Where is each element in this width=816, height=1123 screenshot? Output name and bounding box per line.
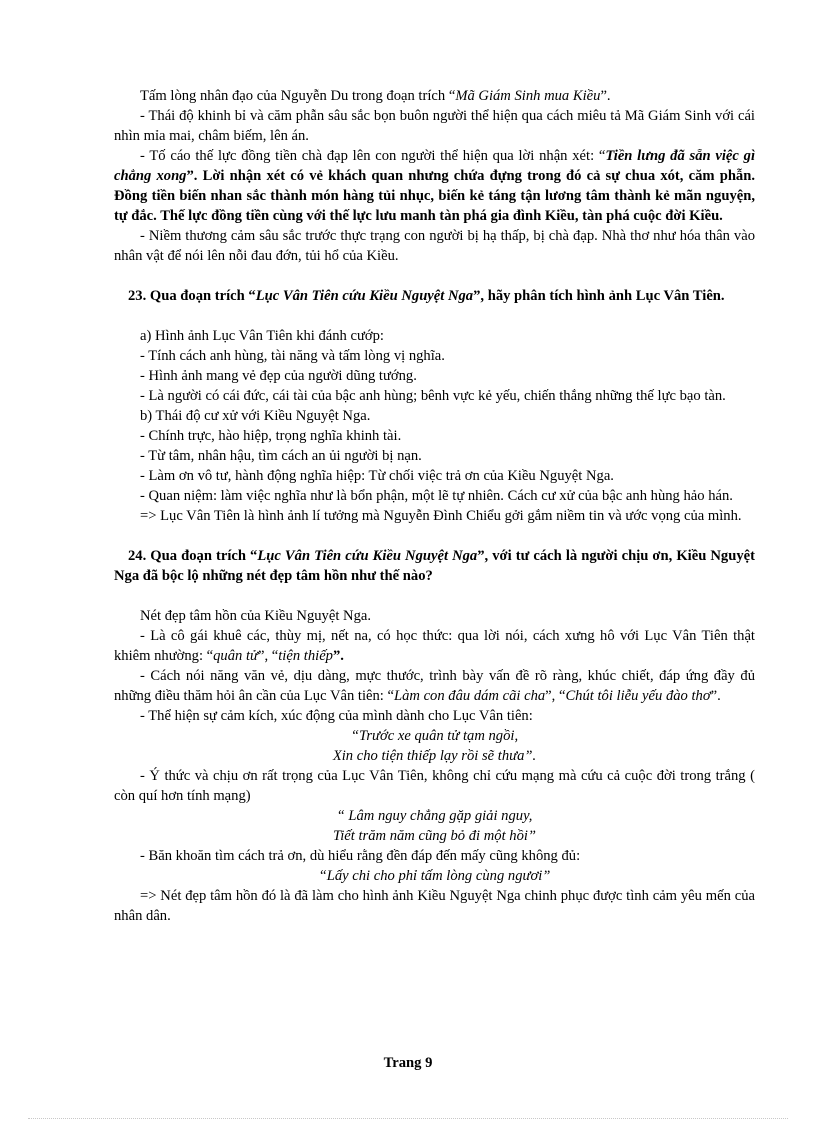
list-item: - Hình ảnh mang vẻ đẹp của người dũng tướng. [140, 368, 417, 384]
list-item: - Tính cách anh hùng, tài năng và tấm lòng vị nghĩa. [140, 348, 445, 364]
page-border-divider [28, 1118, 788, 1119]
paragraph: Nét đẹp tâm hồn của Kiều Nguyệt Nga. [140, 608, 371, 624]
section-lead: Tấm lòng nhân đạo của Nguyễn Du trong đoạn trích “Mã Giám Sinh mua Kiều”. [140, 88, 611, 104]
question-heading-24: 24. Qua đoạn trích “Lục Vân Tiên cứu Kiều Nguyệt Nga”, với tư cách là người chịu ơn, Kiều Nguyệt Nga đã bộc lộ những nét đẹp tâm hồn như thế nào? [114, 548, 755, 584]
paragraph: - Thái độ khinh bỉ và căm phẫn sâu sắc bọn buôn người thể hiện qua cách miêu tả Mã Giám Sinh với cái nhìn mỉa mai, châm biếm, lên án. [114, 108, 755, 144]
list-item: b) Thái độ cư xử với Kiều Nguyệt Nga. [140, 408, 371, 424]
verse-line: “ Lâm nguy chẳng gặp giải nguy, [336, 808, 533, 824]
verse-line: “Lấy chi cho phỉ tấm lòng cùng ngươi” [318, 868, 551, 884]
question-heading-23: 23. Qua đoạn trích “Lục Vân Tiên cứu Kiều Nguyệt Nga”, hãy phân tích hình ảnh Lục Vân Tiên. [128, 288, 725, 304]
list-item: - Quan niệm: làm việc nghĩa như là bổn phận, một lẽ tự nhiên. Cách cư xử của bậc anh hùng hảo hán. [140, 488, 733, 504]
paragraph: - Ý thức và chịu ơn rất trọng của Lục Vân Tiên, không chỉ cứu mạng mà cứu cả cuộc đời trong trắng ( còn quí hơn tính mạng) [114, 768, 755, 804]
paragraph: - Tố cáo thế lực đồng tiền chà đạp lên con người thể hiện qua lời nhận xét: “Tiền lưng đã sẵn việc gì chẳng xong”. Lời nhận xét có vẻ khách quan nhưng chứa đựng trong đó cả sự chua xót, căm phẫn. Đồng tiền biến nhan sắc thành món hàng tủi nhục, biến kẻ táng tận lương tâm thành kẻ mãn nguyện, tự đắc. Thế lực đồng tiền cùng với thế lực lưu manh tàn phá gia đình Kiều, tàn phá cuộc đời Kiều. [114, 148, 756, 224]
list-item: a) Hình ảnh Lục Vân Tiên khi đánh cướp: [140, 328, 384, 344]
verse-line: Xin cho tiện thiếp lạy rồi sẽ thưa”. [332, 748, 537, 764]
verse-line: “Trước xe quân tử tạm ngồi, [350, 728, 519, 744]
list-item: - Từ tâm, nhân hậu, tìm cách an ủi người bị nạn. [140, 448, 422, 464]
conclusion: => Nét đẹp tâm hồn đó là đã làm cho hình ảnh Kiều Nguyệt Nga chinh phục được tình cảm yêu mến của nhân dân. [114, 888, 755, 924]
list-item: - Là người có cái đức, cái tài của bậc anh hùng; bênh vực kẻ yếu, chiến thắng những thế lực bạo tàn. [140, 388, 726, 404]
list-item: => Lục Vân Tiên là hình ảnh lí tưởng mà Nguyễn Đình Chiểu gởi gắm niềm tin và ước vọng của mình. [140, 508, 742, 524]
page-number: Trang 9 [383, 1055, 433, 1071]
verse-line: Tiết trăm năm cũng bỏ đi một hồi” [332, 828, 537, 844]
paragraph: - Băn khoăn tìm cách trả ơn, dù hiểu rằng đền đáp đến mấy cũng không đủ: [140, 848, 581, 864]
paragraph: - Cách nói năng văn vẻ, dịu dàng, mực thước, trình bày vấn đề rõ ràng, khúc chiết, đáp ứng đầy đủ những điều thăm hỏi ân cần của Lục Vân tiên: “Làm con đâu dám cãi cha”, “Chút tôi liễu yếu đào thơ”. [114, 668, 755, 704]
paragraph: - Thể hiện sự cảm kích, xúc động của mình dành cho Lục Vân tiên: [140, 708, 533, 724]
list-item: - Chính trực, hào hiệp, trọng nghĩa khinh tài. [140, 428, 402, 444]
document-page [114, 86, 755, 926]
list-item: - Làm ơn vô tư, hành động nghĩa hiệp: Từ chối việc trả ơn của Kiều Nguyệt Nga. [140, 468, 614, 484]
paragraph: - Là cô gái khuê các, thùy mị, nết na, có học thức: qua lời nói, cách xưng hô với Lục Vân Tiên thật khiêm nhường: “quân tử”, “tiện thiếp”. [114, 628, 755, 664]
paragraph: - Niềm thương cảm sâu sắc trước thực trạng con người bị hạ thấp, bị chà đạp. Nhà thơ như hóa thân vào nhân vật để nói lên nỗi đau đớn, tủi hổ của Kiều. [114, 228, 755, 264]
